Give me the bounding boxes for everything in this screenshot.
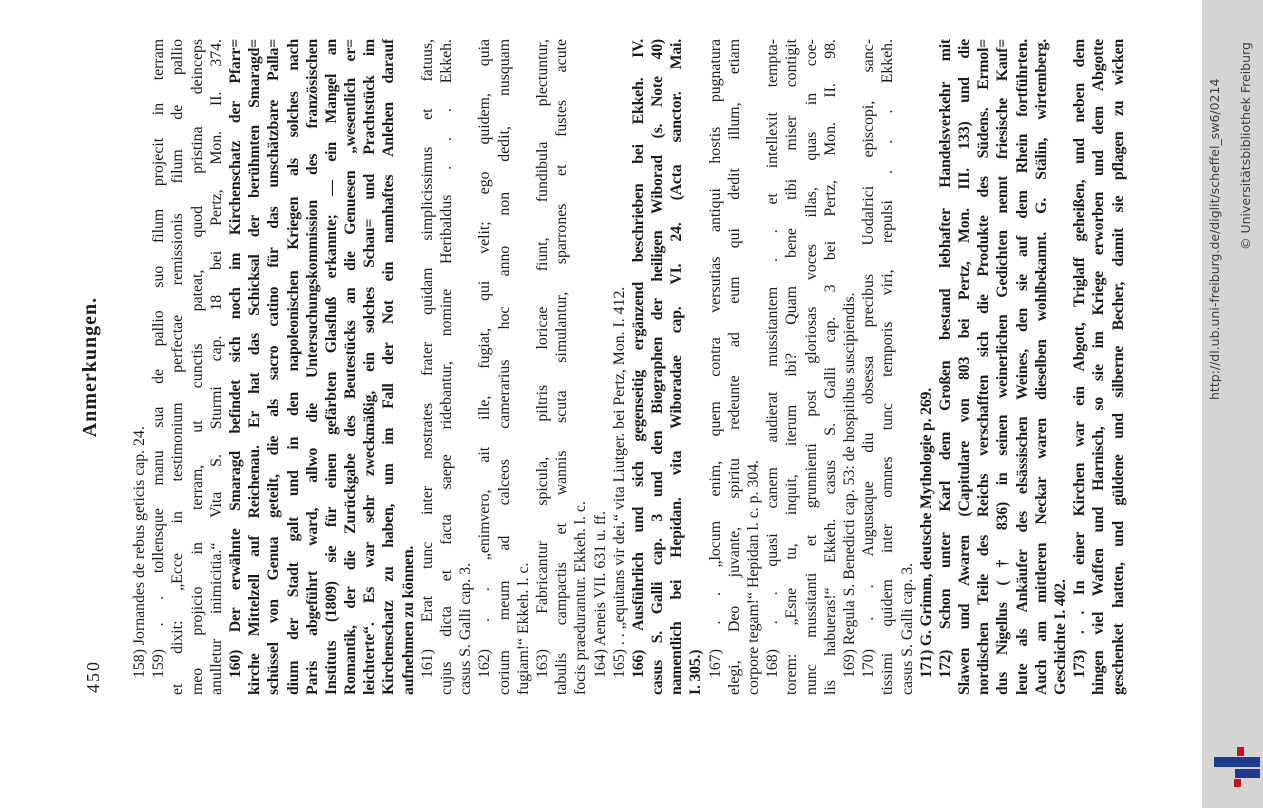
page-number: 450 xyxy=(83,660,103,693)
footnote-line: tissimi quidem inter omnes tunc temporis viri, repulsi . . . Ekkeh. xyxy=(879,39,897,695)
footnote-line: lis habueras!“ Ekkeh. casus S. Galli cap. 3 bei Pertz, Mon. II. 98. xyxy=(821,39,839,695)
footnote-line: nordischen Teile des Reichs verschafften sich die Produkte des Südens. Ermol= xyxy=(975,39,993,695)
footnote-158 xyxy=(130,39,149,695)
footnote-line: dus Nigellus († 836) in seinen weinerlichen Gedichten nennt friesische Kauf= xyxy=(994,39,1012,695)
logo-blue-bar-short xyxy=(1235,769,1260,778)
footnote-line: fugiam!“ Ekkeh. l. c. xyxy=(514,562,532,695)
footnote-163 xyxy=(533,39,591,695)
footnote-line: 172) Schon unter Karl dem Großen bestand lebhafter Handelsverkehr mit xyxy=(936,39,954,678)
footnote-168 xyxy=(763,39,840,695)
footnote-line: 166) Ausführlich und sich gegenseitig ergänzend beschrieben bei Ekkeh. IV. xyxy=(629,39,647,678)
footnote-172 xyxy=(936,39,1070,695)
footnote-line: Instituts (1809) sie für einen gefärbten Glasfluß erkannte; — ein Mangel an xyxy=(322,39,340,695)
footnote-line: Paris abgeführt ward, allwo die Untersuchungskommission des französischen xyxy=(303,39,321,695)
footnote-line: aufnehmen zu können. xyxy=(399,545,417,695)
footnote-line: 161) Erat tunc inter nostrates frater quidam simplicissimus et fatuus, xyxy=(418,39,436,678)
footnote-169 xyxy=(840,39,859,695)
footnote-line: 169) Regula S. Benedicti cap. 53: de hospitibus suscipiendis. xyxy=(840,292,858,678)
footnote-line: corpore tegam!“ Hepidan l. c. p. 304. xyxy=(745,459,762,695)
footnote-line: et dixit: „Ecce in testimonium perfectae remissionis filum de pallio xyxy=(169,39,187,695)
footnote-line: Romantik, der die Zurückgabe des Beutestücks an die Genuesen „wesentlich er= xyxy=(342,39,360,695)
footnote-line: Slawen und Awaren (Capitulare von 803 bei Pertz, Mon. III. 133) und die xyxy=(956,39,974,695)
footnote-164 xyxy=(591,39,610,695)
footnote-line: 167) . . „locum enim, quem contra versutias antiqui hostis pugnatura xyxy=(706,39,724,678)
logo-red-square-bottom xyxy=(1234,779,1241,787)
footnote-line: 162) . . „enimvero, ait ille, fugiat, qui velit; ego quidem, quia xyxy=(476,39,494,678)
footnote-line: 159) . . tollensque manu sua de pallio suo filum projecit in terram xyxy=(150,39,168,678)
footnote-line: hingen viel Waffen und Harnisch, so sie im Kriege erworben und dem Abgotte xyxy=(1090,39,1108,695)
footnote-line: leichterte“. Es war sehr zweckmäßig, ein solches Schau= und Prachtstück im xyxy=(361,39,379,695)
footnote-161 xyxy=(418,39,476,695)
footnote-line: 173) . . In einer Kirchen war ein Abgott, Triglaff geheißen, und neben dem xyxy=(1071,39,1089,678)
footnote-line: 168) . . quasi canem audierat mussitantem . . et intellexit tempta- xyxy=(764,39,782,678)
footnote-165 xyxy=(610,39,629,695)
footnote-line: torem: „Esne tu, inquit, iterum ibi? Quam bene tibi miser contigit xyxy=(783,39,801,695)
footnote-line: 171) G. Grimm, deutsche Mythologie p. 269. xyxy=(917,388,935,678)
footnote-line: 160) Der erwähnte Smaragd befindet sich noch im Kirchenschatz der Pfarr= xyxy=(226,39,244,678)
footnote-162 xyxy=(475,39,533,695)
footnote-line: kirche Mittelzell auf Reichenau. Er hat das Schicksal der berühmten Smaragd= xyxy=(246,39,264,695)
watermark-url: http://dl.ub.uni-freiburg.de/diglit/scheffel_sw6/0214 xyxy=(1207,78,1222,400)
footnote-171 xyxy=(917,39,936,695)
footnote-160 xyxy=(226,39,418,695)
footnote-line: dium der Stadt galt und in den napoleonischen Kriegen als solches nach xyxy=(284,39,302,695)
footnote-159 xyxy=(149,39,226,695)
footnote-166 xyxy=(629,39,706,695)
footnotes-block xyxy=(130,39,1128,695)
logo-blue-bar-long xyxy=(1214,757,1260,767)
footnote-line: leute als Ankäufer des elsässischen Weines, den sie auf dem Rhein fortführten. xyxy=(1013,39,1031,695)
logo-red-square-top xyxy=(1237,747,1244,756)
footnote-line: 164) Aeneis VII. 631 u. ff. xyxy=(591,510,609,678)
footnote-line: geschenket hatten, und güldene und silberne Becher, damit sie pflagen zu wicken xyxy=(1109,39,1127,695)
running-head: Anmerkungen. xyxy=(79,296,101,438)
footnote-line: 163) Fabricantur spicula, piltris loricae fiunt, fundibula plectuntur, xyxy=(533,39,551,678)
footnote-line: meo projicio in terram, ut cunctis pateat, quod pristina deinceps xyxy=(188,39,206,695)
footnote-173 xyxy=(1070,39,1128,695)
footnote-line: cujus dicta et facta saepe ridebantur, nomine Heribaldus . . . Ekkeh. xyxy=(438,39,455,695)
footnote-line: tabulis campactis et wannis scuta simulantur, sparrones et fustes acute xyxy=(553,39,571,695)
footnote-line: Kirchenschatz zu haben, um im Fall der Not ein namhaftes Anlehen darauf xyxy=(380,39,398,695)
footnote-line: Auch am mittleren Neckar waren dieselben wohlbekannt. G. Stälin, wirtemberg. xyxy=(1032,39,1050,695)
footnote-line: elegi, Deo juvante, spiritu redeunte ad eum qui dedit illum, etiam xyxy=(725,39,743,695)
footnote-line: 165) . . „equitans vir dei.“ vita Liutger. bei Pertz, Mon. I. 412. xyxy=(610,286,628,678)
footnote-167 xyxy=(706,39,764,695)
footnote-line: focis praedurantur. Ekkeh. l. c. xyxy=(572,501,590,695)
footnote-170 xyxy=(859,39,917,695)
footnote-line: Geschichte I. 402. xyxy=(1052,579,1069,695)
watermark-copyright: © Universitätsbibliothek Freiburg xyxy=(1238,42,1253,250)
footnote-line: schüssel von Genua geteilt, die als sacro catino für das unschätzbare Palla= xyxy=(265,39,283,695)
footnote-line: anulletur inimicitia.“ Vita S. Sturmi cap. 18 bei Pertz, Mon. II. 374. xyxy=(207,39,225,695)
footnote-line: 170) . . Augustaque diu obsessa precibus Uodalrici episcopi, sanc- xyxy=(860,39,878,678)
footnote-line: nunc mussitanti et grunnienti post gloriosas voces illas, quas in coe- xyxy=(802,39,820,695)
footnote-line: casus S. Galli cap. 3 und den Biographen der heiligen Wiborad (s. Note 40) xyxy=(649,39,667,695)
watermark-strip xyxy=(1202,0,1263,808)
footnote-line: namentlich bei Hepidan. vita Wiboradae cap. VI. 24. (Acta sanctor. Mai. xyxy=(668,39,686,695)
footnote-line: casus S. Galli cap. 3. xyxy=(898,562,916,695)
footnote-line: I. 305.) xyxy=(687,649,705,695)
footnote-line: 158) Jornandes de rebus geticis cap. 24. xyxy=(131,426,148,678)
footnote-line: corium meum ad calceos camerarius hoc anno non dedit, nusquam xyxy=(495,39,513,695)
footnote-line: casus S. Galli cap. 3. xyxy=(457,562,475,695)
